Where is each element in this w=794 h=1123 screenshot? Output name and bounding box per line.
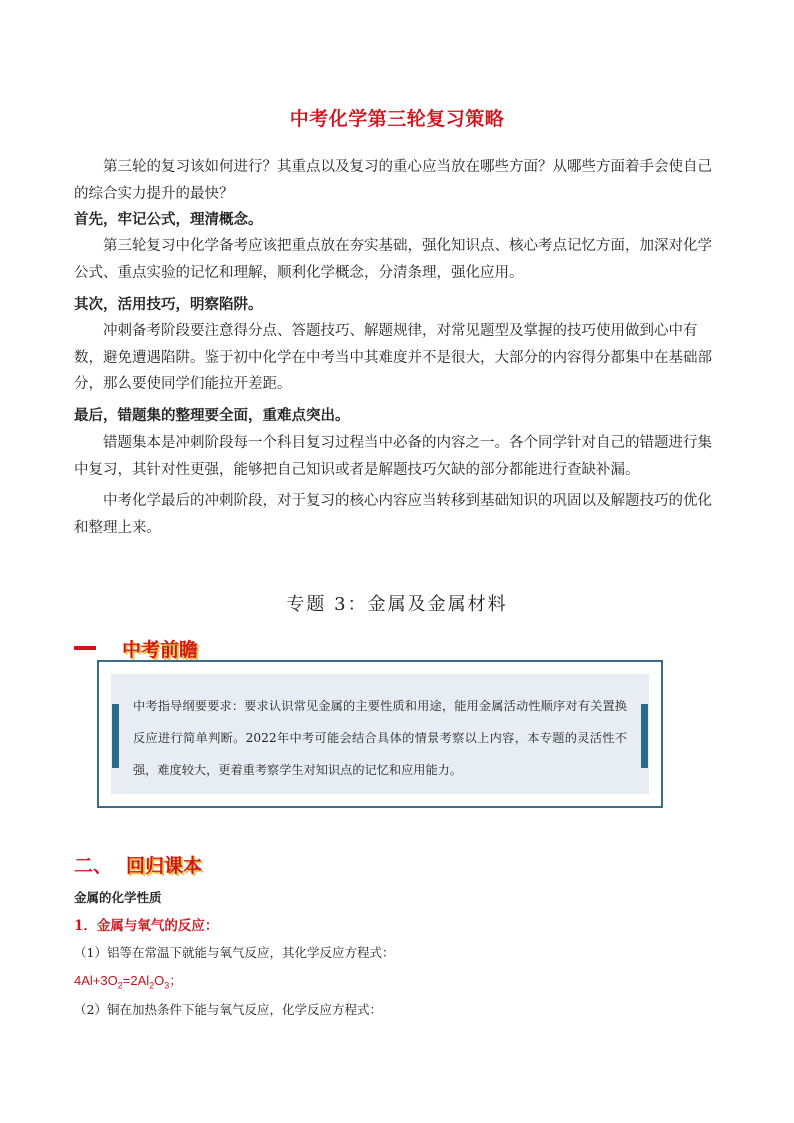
item1-question1: （1）铝等在常温下就能与氧气反应，其化学反应方程式： xyxy=(74,945,395,960)
point3-body: 错题集本是冲刺阶段每一个科目复习过程当中必备的内容之一。各个同学针对自己的错题进行集中复习，其针对性更强，能够把自己知识或者是解题技巧欠缺的部分都能进行查缺补漏。 xyxy=(74,435,712,478)
section-heading-textbook xyxy=(74,853,202,875)
eq-part: O xyxy=(154,973,165,988)
box-right-bar xyxy=(641,704,648,768)
equation-1 xyxy=(74,970,182,991)
point3-heading: 最后，错题集的整理要全面，重难点突出。 xyxy=(74,408,350,424)
section-dash xyxy=(74,646,96,650)
sub-heading: 金属的化学性质 xyxy=(74,890,162,905)
eq-part: ； xyxy=(169,973,183,988)
item1-heading: 1．金属与氧气的反应： xyxy=(74,918,219,934)
page-title: 中考化学第三轮复习策略 xyxy=(289,108,505,130)
section-label: 中考前瞻 xyxy=(122,638,199,661)
guideline-text: 中考指导纲要要求：要求认识常见金属的主要性质和用途，能用金属活动性顺序对有关置换反应进行简单判断。2022年中考可能会结合具体的情景考察以上内容，本专题的灵活性不强，难度较大，更着重考察学生对知识点的记忆和应用能力。 xyxy=(133,699,627,777)
eq-subscript: 2 xyxy=(149,980,155,991)
eq-subscript: 2 xyxy=(117,980,123,991)
eq-part: =2Al xyxy=(122,973,150,988)
closing-paragraph: 中考化学最后的冲刺阶段，对于复习的核心内容应当转移到基础知识的巩固以及解题技巧的优化和整理上来。 xyxy=(74,493,712,536)
intro-paragraph: 第三轮的复习该如何进行？其重点以及复习的重心应当放在哪些方面？从哪些方面着手会使自己的综合实力提升的最快？ xyxy=(74,159,712,202)
topic-heading: 专题 3：金属及金属材料 xyxy=(286,594,508,615)
point2-heading: 其次，活用技巧，明察陷阱。 xyxy=(74,297,263,313)
point2-body: 冲刺备考阶段要注意得分点、答题技巧、解题规律，对常见题型及掌握的技巧使用做到心中有数，避免遭遇陷阱。鉴于初中化学在中考当中其难度并不是很大，大部分的内容得分都集中在基础部分，那么要使同学们能拉开差距。 xyxy=(74,323,712,392)
guideline-box-inner xyxy=(111,674,649,794)
item1-question2: （2）铜在加热条件下能与氧气反应，化学反应方程式： xyxy=(74,1002,382,1017)
box-left-bar xyxy=(112,704,119,768)
eq-subscript: 3 xyxy=(164,980,170,991)
guideline-box xyxy=(97,660,663,808)
eq-part: 4Al+3O xyxy=(74,973,118,988)
point1-heading: 首先，牢记公式，理清概念。 xyxy=(74,212,263,228)
section-number: 二、 xyxy=(74,854,113,877)
point1-body: 第三轮复习中化学备考应该把重点放在夯实基础，强化知识点、核心考点记忆方面，加深对化学公式、重点实验的记忆和理解，顺利化学概念，分清条理，强化应用。 xyxy=(74,238,712,281)
section-heading-preview xyxy=(74,637,198,659)
section-label: 回归课本 xyxy=(126,854,203,877)
